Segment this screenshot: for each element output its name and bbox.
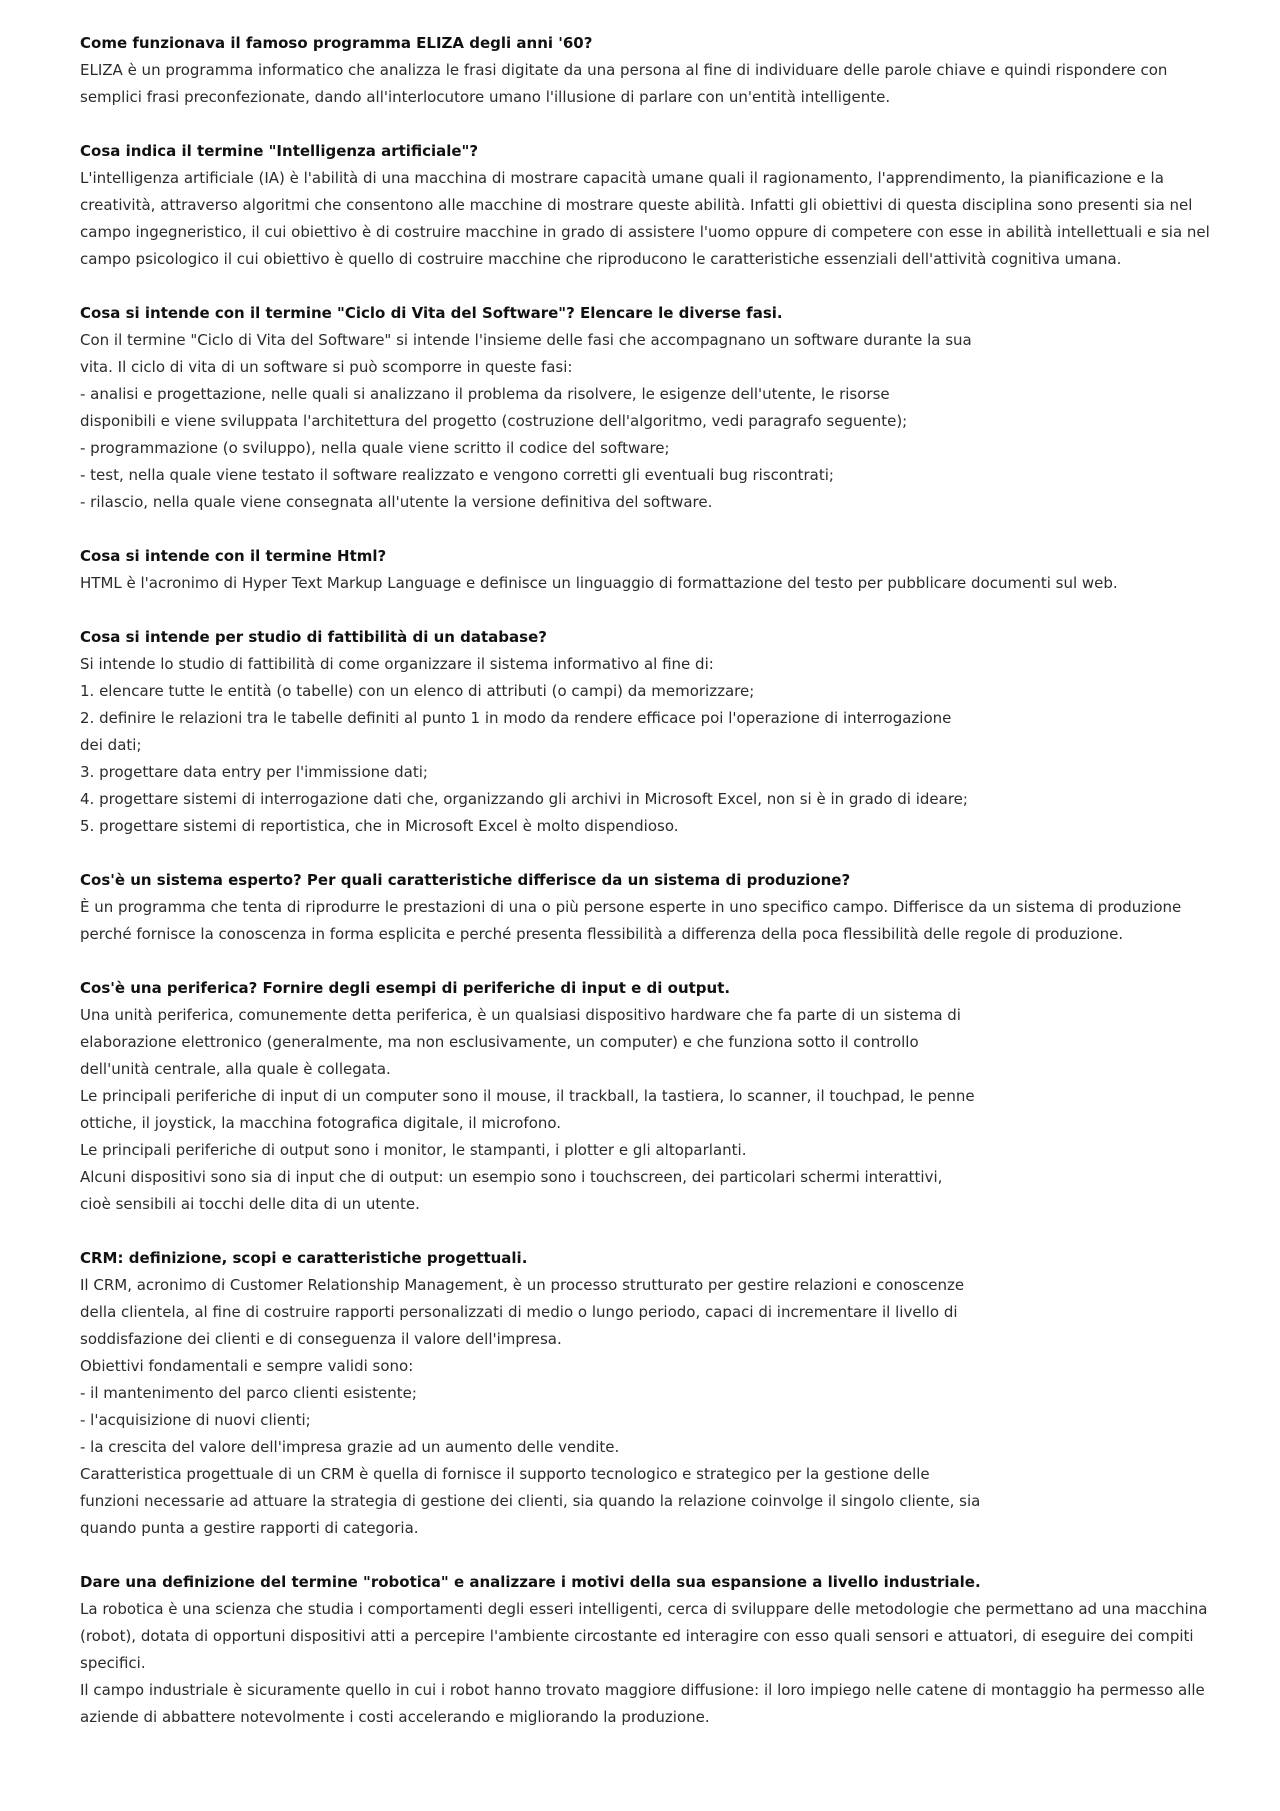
section-eliza <box>80 30 1210 111</box>
answer-line: Le principali periferiche di output sono i monitor, le stampanti, i plotter e gli altoparlanti. <box>80 1141 747 1159</box>
question-heading: Cosa si intende con il termine Html? <box>80 547 387 565</box>
answer-line: creatività, attraverso algoritmi che consentono alle macchine di mostrare queste abilità. Infatti gli obiettivi di questa disciplina sono presenti sia nel <box>80 196 1193 214</box>
section-periferica <box>80 975 1210 1218</box>
answer-line: perché fornisce la conoscenza in forma esplicita e perché presenta flessibilità a differenza della poca flessibilità delle regole di produzione. <box>80 925 1124 943</box>
section-intelligenza-artificiale <box>80 138 1210 273</box>
answer-line: - analisi e progettazione, nelle quali si analizzano il problema da risolvere, le esigenze dell'utente, le risorse <box>80 385 890 403</box>
question-heading: Cosa indica il termine "Intelligenza artificiale"? <box>80 142 479 160</box>
question-heading: CRM: definizione, scopi e caratteristiche progettuali. <box>80 1249 528 1267</box>
answer-line: vita. Il ciclo di vita di un software si può scomporre in queste fasi: <box>80 358 573 376</box>
answer-line: HTML è l'acronimo di Hyper Text Markup Language e definisce un linguaggio di formattazione del testo per pubblicare documenti sul web. <box>80 574 1118 592</box>
answer-line: Caratteristica progettuale di un CRM è quella di fornisce il supporto tecnologico e strategico per la gestione delle <box>80 1465 930 1483</box>
document-page <box>80 30 1210 1758</box>
answer-line: 2. definire le relazioni tra le tabelle definiti al punto 1 in modo da rendere efficace poi l'operazione di interrogazione <box>80 709 952 727</box>
answer-line: (robot), dotata di opportuni dispositivi atti a percepire l'ambiente circostante ed interagire con esso quali sensori e attuatori, di eseguire dei compiti <box>80 1627 1194 1645</box>
answer-line: Il CRM, acronimo di Customer Relationship Management, è un processo strutturato per gestire relazioni e conoscenze <box>80 1276 965 1294</box>
answer-line: Una unità periferica, comunemente detta periferica, è un qualsiasi dispositivo hardware che fa parte di un sistema di <box>80 1006 961 1024</box>
answer-line: elaborazione elettronico (generalmente, ma non esclusivamente, un computer) e che funziona sotto il controllo <box>80 1033 919 1051</box>
answer-line: dell'unità centrale, alla quale è collegata. <box>80 1060 391 1078</box>
answer-line: 4. progettare sistemi di interrogazione dati che, organizzando gli archivi in Microsoft Excel, non si è in grado di ideare; <box>80 790 968 808</box>
answer-line: Obiettivi fondamentali e sempre validi sono: <box>80 1357 414 1375</box>
answer-line: - programmazione (o sviluppo), nella quale viene scritto il codice del software; <box>80 439 670 457</box>
section-sistema-esperto <box>80 867 1210 948</box>
section-crm <box>80 1245 1210 1542</box>
answer-line: quando punta a gestire rapporti di categoria. <box>80 1519 419 1537</box>
question-heading: Cos'è un sistema esperto? Per quali caratteristiche differisce da un sistema di produzione? <box>80 871 851 889</box>
answer-line: campo psicologico il cui obiettivo è quello di costruire macchine che riproducono le caratteristiche essenziali dell'attività cognitiva umana. <box>80 250 1122 268</box>
answer-line: - il mantenimento del parco clienti esistente; <box>80 1384 417 1402</box>
answer-line: cioè sensibili ai tocchi delle dita di un utente. <box>80 1195 420 1213</box>
answer-line: Le principali periferiche di input di un computer sono il mouse, il trackball, la tastiera, lo scanner, il touchpad, le penne <box>80 1087 975 1105</box>
question-heading: Cosa si intende con il termine "Ciclo di Vita del Software"? Elencare le diverse fasi. <box>80 304 783 322</box>
answer-line: - test, nella quale viene testato il software realizzato e vengono corretti gli eventuali bug riscontrati; <box>80 466 834 484</box>
answer-line: specifici. <box>80 1654 146 1672</box>
section-html <box>80 543 1210 597</box>
question-heading: Dare una definizione del termine "robotica" e analizzare i motivi della sua espansione a livello industriale. <box>80 1573 981 1591</box>
answer-line: 3. progettare data entry per l'immissione dati; <box>80 763 428 781</box>
answer-line: funzioni necessarie ad attuare la strategia di gestione dei clienti, sia quando la relazione coinvolge il singolo cliente, sia <box>80 1492 981 1510</box>
answer-line: campo ingegneristico, il cui obiettivo è di costruire macchine in grado di assistere l'uomo oppure di competere con esse in abilità intellettuali e sia nel <box>80 223 1210 241</box>
question-heading: Cos'è una periferica? Fornire degli esempi di periferiche di input e di output. <box>80 979 731 997</box>
answer-line: 1. elencare tutte le entità (o tabelle) con un elenco di attributi (o campi) da memorizzare; <box>80 682 755 700</box>
answer-line: Con il termine "Ciclo di Vita del Software" si intende l'insieme delle fasi che accompagnano un software durante la sua <box>80 331 972 349</box>
answer-line: È un programma che tenta di riprodurre le prestazioni di una o più persone esperte in uno specifico campo. Differisce da un sistema di produzione <box>80 898 1182 916</box>
question-heading: Cosa si intende per studio di fattibilità di un database? <box>80 628 547 646</box>
answer-line: semplici frasi preconfezionate, dando all'interlocutore umano l'illusione di parlare con un'entità intelligente. <box>80 88 891 106</box>
answer-line: aziende di abbattere notevolmente i costi accelerando e migliorando la produzione. <box>80 1708 710 1726</box>
answer-line: ELIZA è un programma informatico che analizza le frasi digitate da una persona al fine di individuare delle parole chiave e quindi rispondere con <box>80 61 1168 79</box>
answer-line: Si intende lo studio di fattibilità di come organizzare il sistema informativo al fine di: <box>80 655 714 673</box>
section-robotica <box>80 1569 1210 1731</box>
answer-line: L'intelligenza artificiale (IA) è l'abilità di una macchina di mostrare capacità umane quali il ragionamento, l'apprendimento, la pianificazione e la <box>80 169 1164 187</box>
answer-line: Il campo industriale è sicuramente quello in cui i robot hanno trovato maggiore diffusione: il loro impiego nelle catene di montaggio ha permesso alle <box>80 1681 1205 1699</box>
answer-line: soddisfazione dei clienti e di conseguenza il valore dell'impresa. <box>80 1330 562 1348</box>
section-studio-fattibilita <box>80 624 1210 840</box>
answer-line: - rilascio, nella quale viene consegnata all'utente la versione definitiva del software. <box>80 493 713 511</box>
answer-line: disponibili e viene sviluppata l'architettura del progetto (costruzione dell'algoritmo, vedi paragrafo seguente); <box>80 412 908 430</box>
answer-line: - l'acquisizione di nuovi clienti; <box>80 1411 311 1429</box>
answer-line: La robotica è una scienza che studia i comportamenti degli esseri intelligenti, cerca di sviluppare delle metodologie che permettano ad una macchina <box>80 1600 1208 1618</box>
answer-line: dei dati; <box>80 736 142 754</box>
answer-line: 5. progettare sistemi di reportistica, che in Microsoft Excel è molto dispendioso. <box>80 817 679 835</box>
answer-line: della clientela, al fine di costruire rapporti personalizzati di medio o lungo periodo, capaci di incrementare il livello di <box>80 1303 958 1321</box>
answer-line: Alcuni dispositivi sono sia di input che di output: un esempio sono i touchscreen, dei particolari schermi interattivi, <box>80 1168 943 1186</box>
answer-line: ottiche, il joystick, la macchina fotografica digitale, il microfono. <box>80 1114 562 1132</box>
section-ciclo-di-vita <box>80 300 1210 516</box>
question-heading: Come funzionava il famoso programma ELIZA degli anni '60? <box>80 34 593 52</box>
answer-line: - la crescita del valore dell'impresa grazie ad un aumento delle vendite. <box>80 1438 620 1456</box>
